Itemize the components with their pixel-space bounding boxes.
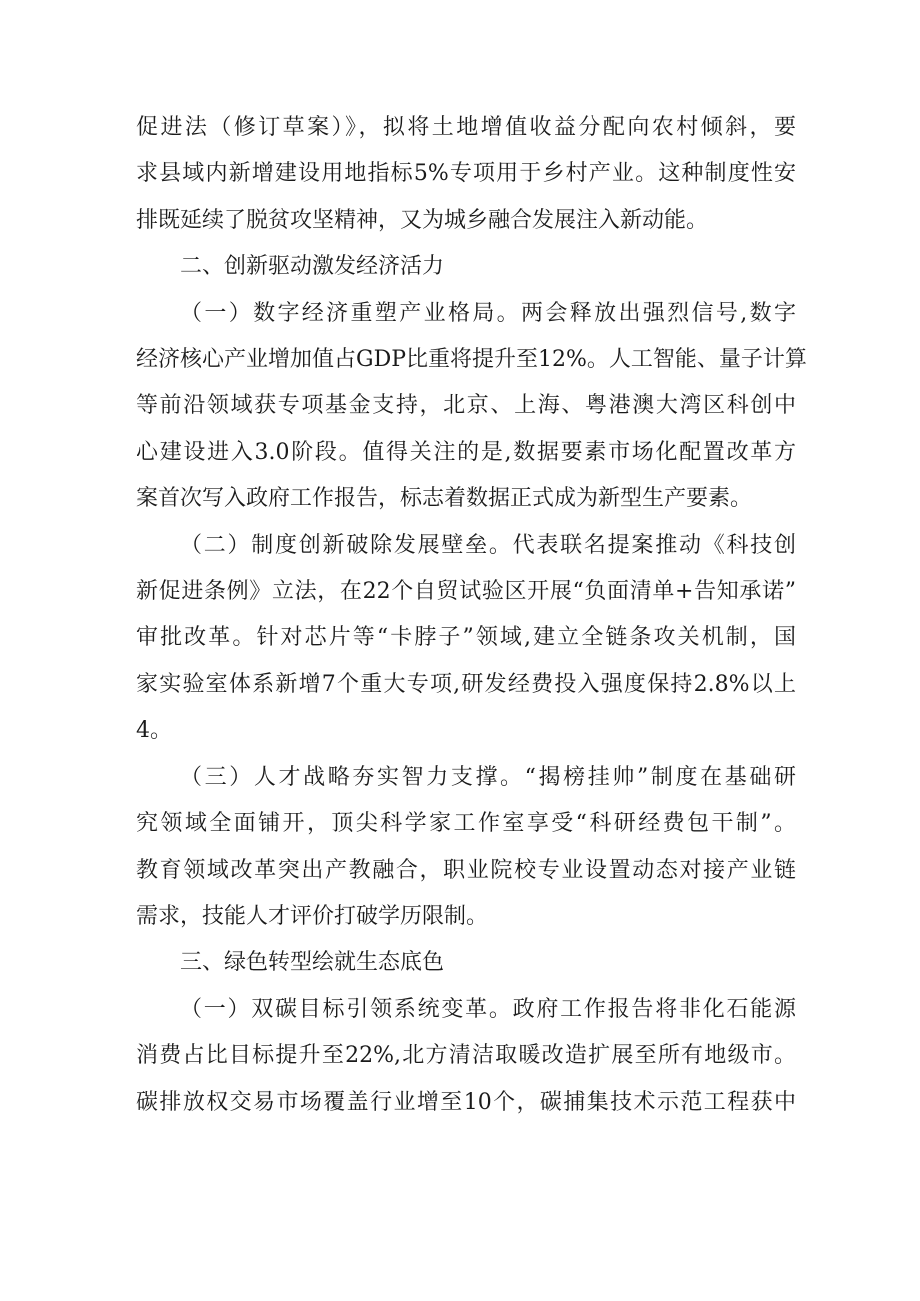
text-line: 家实验室体系新增7个重大专项,研发经费投入强度保持2.8%以上 bbox=[136, 671, 796, 697]
document-body bbox=[136, 105, 807, 1126]
paragraph-continuation bbox=[136, 105, 796, 244]
text-line: 需求，技能人才评价打破学历限制。 bbox=[136, 903, 489, 929]
text-line: 教育领域改革突出产教融合，职业院校专业设置动态对接产业链 bbox=[136, 857, 796, 883]
text-line: （二）制度创新破除发展壁垒。代表联名提案推动《科技创 bbox=[180, 532, 796, 558]
text-line: 4。 bbox=[136, 718, 172, 744]
text-line: 案首次写入政府工作报告，标志着数据正式成为新型生产要素。 bbox=[136, 486, 753, 512]
text-line: 经济核心产业增加值占GDP比重将提升至12%。人工智能、量子计算 bbox=[136, 347, 807, 373]
paragraph-talent-strategy bbox=[136, 755, 796, 941]
text-line: （一）数字经济重塑产业格局。两会释放出强烈信号,数字 bbox=[180, 300, 796, 326]
paragraph-dual-carbon bbox=[136, 987, 796, 1126]
section-heading-2 bbox=[136, 244, 796, 290]
text-line: 促进法（修订草案）》，拟将土地增值收益分配向农村倾斜，要 bbox=[136, 115, 796, 140]
text-line: 等前沿领域获专项基金支持，北京、上海、粤港澳大湾区科创中 bbox=[136, 393, 796, 419]
heading-text: 三、绿色转型绘就生态底色 bbox=[180, 950, 445, 976]
heading-text: 二、创新驱动激发经济活力 bbox=[180, 254, 445, 280]
text-line: （三）人才战略夯实智力支撑。“揭榜挂帅”制度在基础研 bbox=[180, 764, 796, 790]
paragraph-digital-economy bbox=[136, 291, 807, 523]
text-line: （一）双碳目标引领系统变革。政府工作报告将非化石能源 bbox=[180, 996, 796, 1022]
text-line: 碳排放权交易市场覆盖行业增至10个，碳捕集技术示范工程获中 bbox=[136, 1089, 796, 1115]
text-line: 求县域内新增建设用地指标5%专项用于乡村产业。这种制度性安 bbox=[136, 161, 796, 187]
text-line: 究领域全面铺开，顶尖科学家工作室享受“科研经费包干制”。 bbox=[136, 811, 796, 837]
text-line: 新促进条例》立法，在22个自贸试验区开展“负面清单+告知承诺” bbox=[136, 579, 796, 605]
paragraph-institutional-innovation bbox=[136, 523, 796, 755]
text-line: 消费占比目标提升至22%,北方清洁取暖改造扩展至所有地级市。 bbox=[136, 1043, 796, 1069]
section-heading-3 bbox=[136, 940, 796, 986]
text-line: 心建设进入3.0阶段。值得关注的是,数据要素市场化配置改革方 bbox=[136, 439, 796, 465]
text-line: 审批改革。针对芯片等“卡脖子”领域,建立全链条攻关机制，国 bbox=[136, 625, 796, 651]
text-line: 排既延续了脱贫攻坚精神，又为城乡融合发展注入新动能。 bbox=[136, 207, 709, 233]
